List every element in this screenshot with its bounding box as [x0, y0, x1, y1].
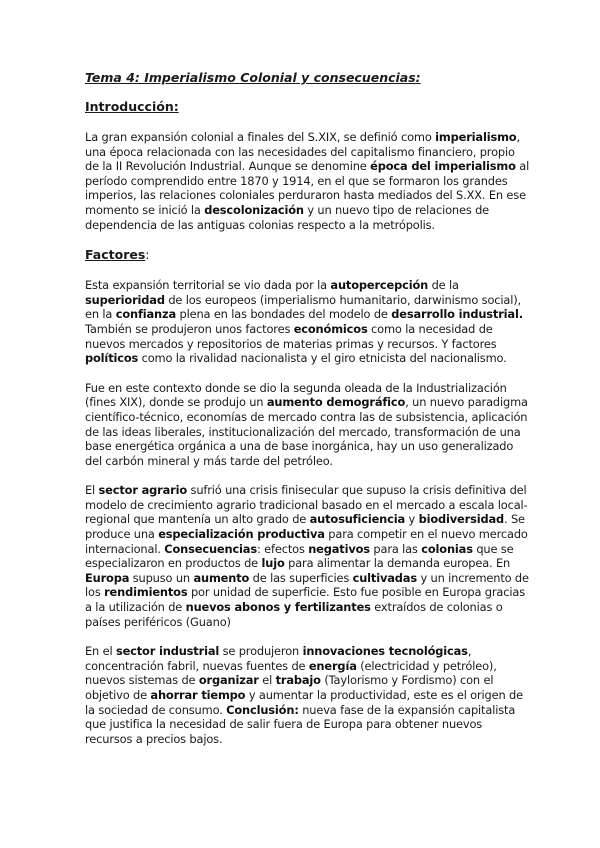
bold-term: sector agrario [98, 483, 188, 498]
bold-term: cultivadas [352, 570, 417, 585]
bold-term: organizar [198, 673, 259, 688]
bold-term: Conclusión: [226, 702, 299, 717]
factores-heading-text: Factores [85, 247, 146, 263]
bold-term: negativos [308, 541, 370, 556]
bold-term: desarrollo industrial. [391, 307, 523, 322]
bold-term: nuevos abonos y fertilizantes [185, 600, 371, 615]
bold-term: trabajo [275, 673, 321, 688]
bold-term: rendimientos [104, 585, 188, 600]
bold-term: superioridad [85, 292, 165, 307]
bold-term: Consecuencias [164, 541, 257, 556]
bold-term: época del imperialismo [370, 159, 516, 174]
section-heading-introduccion: Introducción: [85, 99, 179, 114]
bold-term: lujo [261, 556, 285, 571]
paragraph-factores-1: Esta expansión territorial se vio dada por la autopercepción de la superioridad de los europeos (imperialismo humanitario, darwinismo social), en la confianza plena en las bondades del modelo de desarrollo industrial. También se produjeron unos factores económicos como la necesidad de nuevos mercados y repositorios de materias primas y recursos. Y factores políticos como la rivalidad nacionalista y el giro etnicista del nacionalismo. [85, 278, 523, 366]
section-heading-factores [85, 247, 530, 262]
paragraph-factores-2: Fue en este contexto donde se dio la segunda oleada de la Industrialización (fines XIX), donde se produjo un aumento demográfico, un nuevo paradigma científico-técnico, economías de mercado contra las de subsistencia, aplicación de las ideas liberales, institucionalización del mercado, transformación de una base energética orgánica a una de base inorgánica, hay un uso generalizado del carbón mineral y más tarde del petróleo. [85, 380, 528, 468]
bold-term: económicos [293, 321, 368, 336]
bold-term: confianza [115, 307, 177, 322]
bold-term: especialización productiva [158, 527, 325, 542]
bold-term: sector industrial [115, 644, 220, 659]
bold-term: aumento demográfico [266, 395, 406, 410]
bold-term: descolonización [204, 202, 304, 217]
bold-term: ahorrar tiempo [150, 688, 246, 702]
document-title: Tema 4: Imperialismo Colonial y consecuencias: [85, 70, 421, 85]
bold-term: Europa [85, 570, 130, 585]
paragraph-sector-agrario: El sector agrario sufrió una crisis finisecular que supuso la crisis definitiva del modelo de crecimiento agrario tradicional basado en el mercado a escala local-regional que mantenía un alto grado de autosuficiencia y biodiversidad. Se produce una especialización productiva para competir en el nuevo mercado internacional. Consecuencias: efectos negativos para las colonias que se especializaron en productos de lujo para alimentar la demanda europea. En Europa supuso un aumento de las superficies cultivadas y un incremento de los rendimientos por unidad de superficie. Esto fue posible en Europa gracias a la utilización de nuevos abonos y fertilizantes extraídos de colonias o países periféricos (Guano) [85, 483, 529, 629]
factores-heading-colon: : [145, 247, 150, 263]
bold-term: innovaciones tecnológicas [302, 644, 468, 659]
bold-term: autopercepción [330, 278, 429, 293]
bold-term: biodiversidad [418, 512, 505, 527]
bold-term: colonias [421, 541, 473, 556]
paragraph-sector-industrial: En el sector industrial se produjeron innovaciones tecnológicas, concentración fabril, nuevas fuentes de energía (electricidad y petróleo), nuevos sistemas de organizar el trabajo (Taylorismo y Fordismo) con el objetivo de ahorrar tiempo y aumentar la productividad, este es el origen de la sociedad de consumo. Conclusión: nueva fase de la expansión capitalista que justifica la necesidad de salir fuera de Europa para obtener nuevos recursos a precios bajos. [85, 644, 523, 746]
bold-term: autosuficiencia [309, 512, 406, 527]
bold-term: políticos [85, 351, 139, 366]
bold-term: aumento [193, 570, 250, 585]
paragraph-introduccion: La gran expansión colonial a finales del S.XIX, se definió como imperialismo, una época relacionada con las necesidades del capitalismo financiero, propio de la II Revolución Industrial. Aunque se denomine época del imperialismo al período comprendido entre 1870 y 1914, en el que se formaron los grandes imperios, las relaciones coloniales perduraron hasta mediados del S.XX. En ese momento se inició la descolonización y un nuevo tipo de relaciones de dependencia de las antiguas colonias respecto a la metrópolis. [85, 130, 530, 232]
bold-term: energía [308, 658, 357, 673]
bold-term: imperialismo [435, 130, 517, 144]
